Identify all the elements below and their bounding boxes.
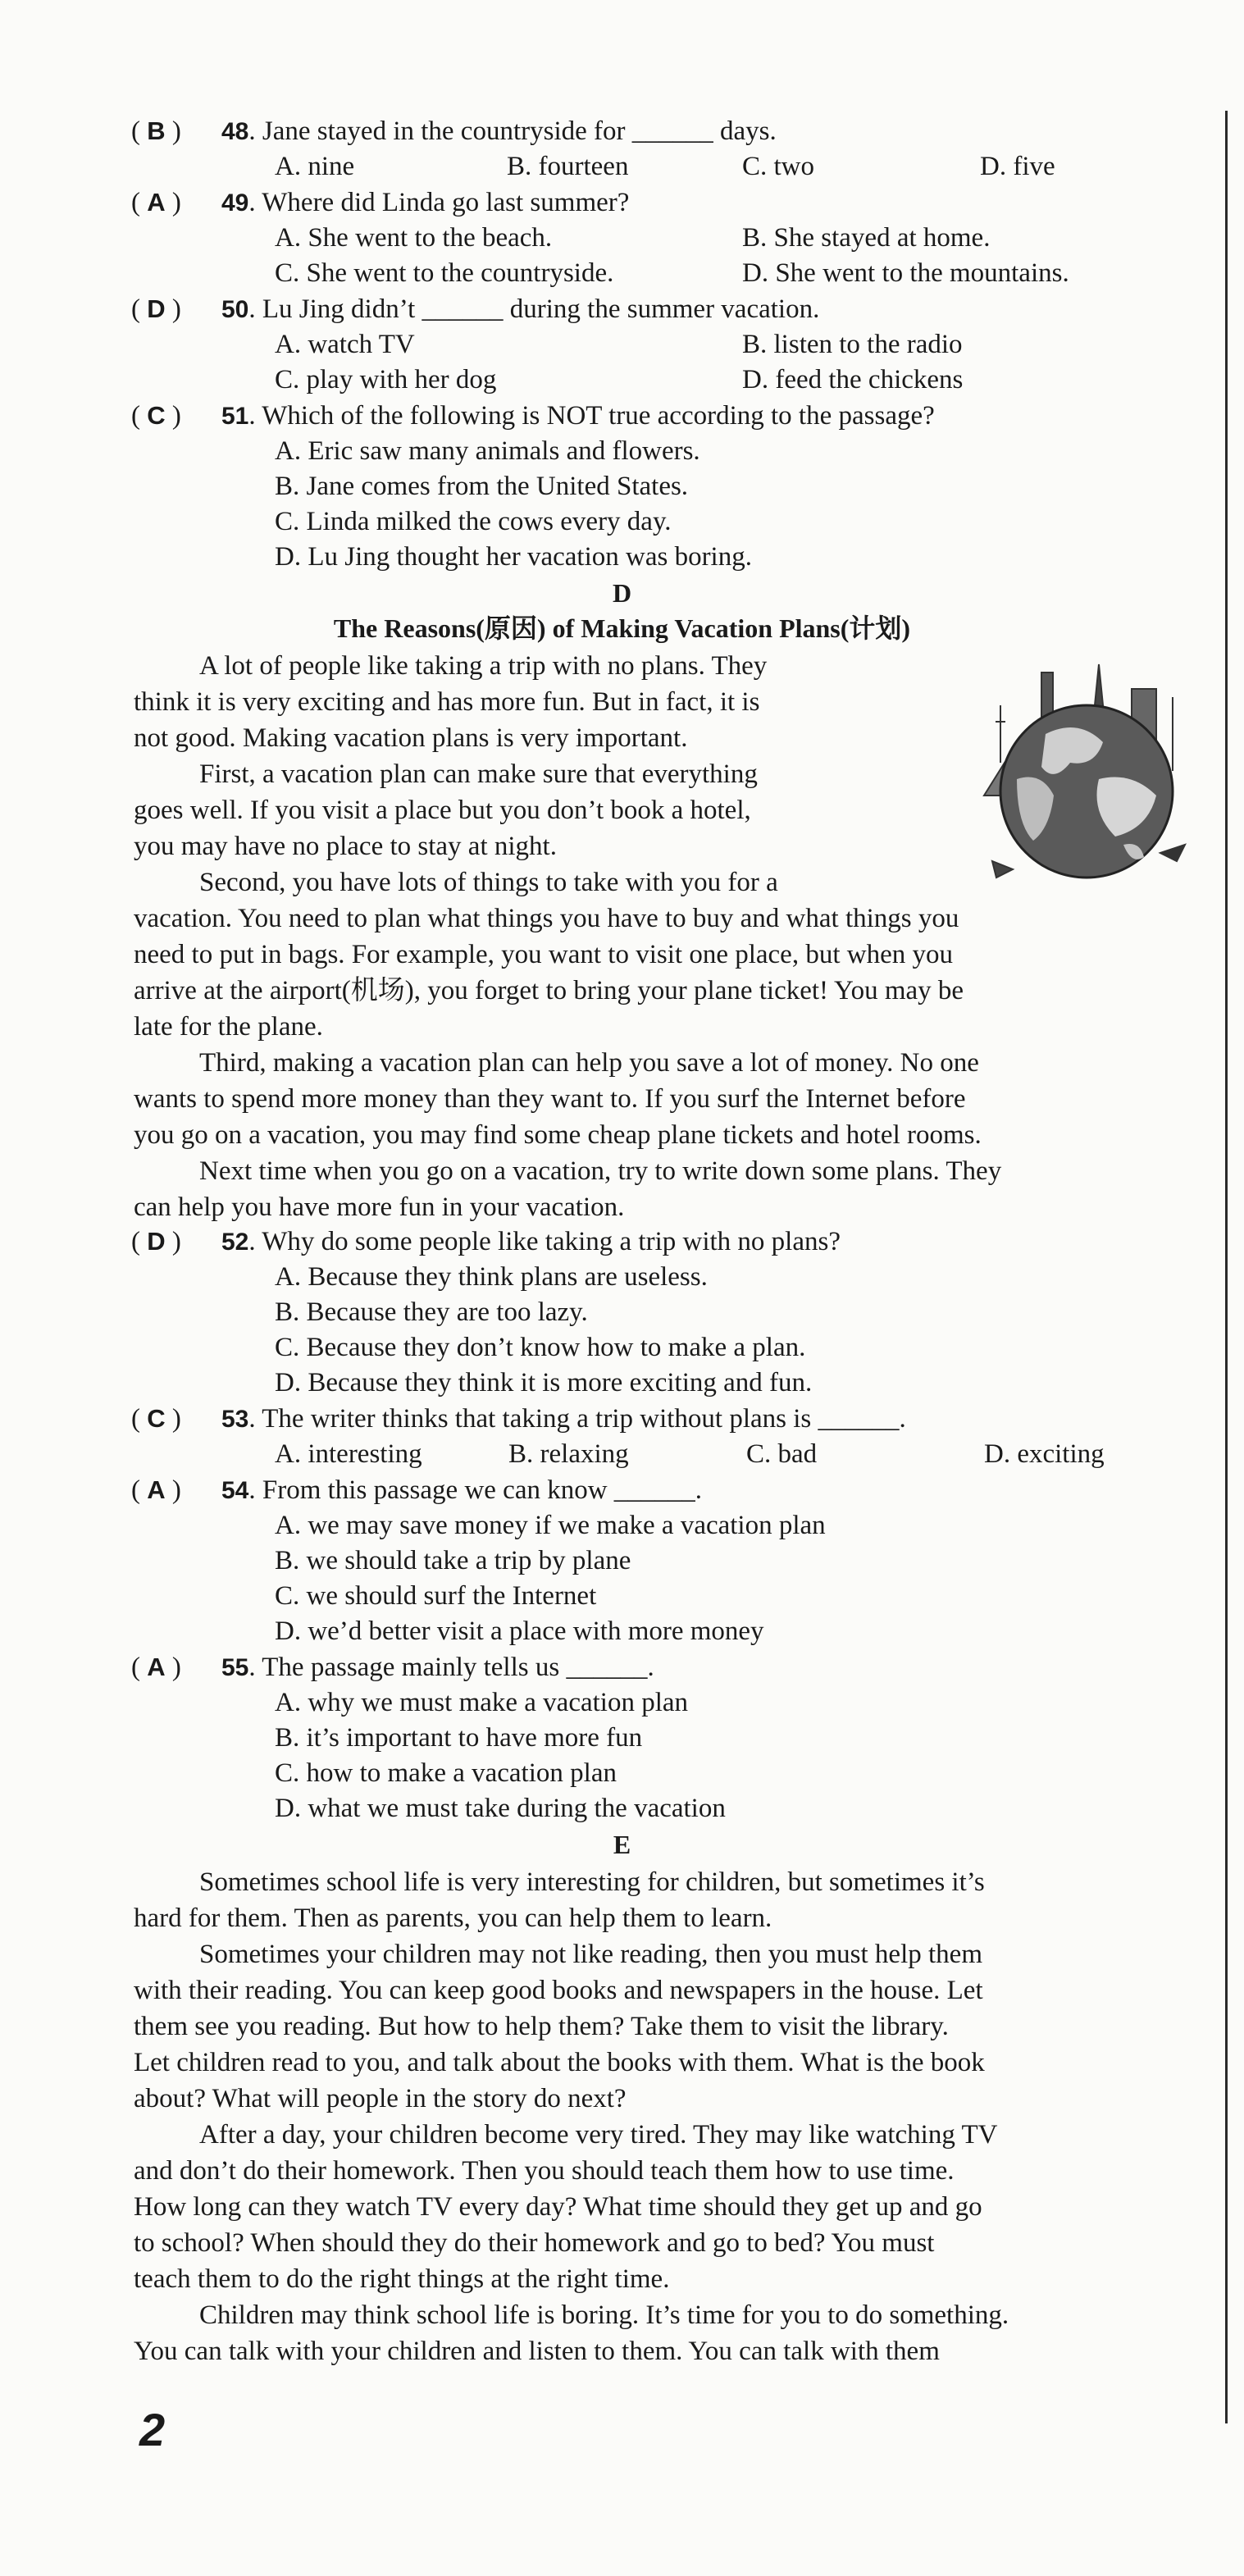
- option-54-c[interactable]: C. we should surf the Internet: [275, 1581, 597, 1611]
- option-52-b[interactable]: B. Because they are too lazy.: [275, 1297, 588, 1327]
- option-52-d[interactable]: D. Because they think it is more exciting and fun.: [275, 1368, 813, 1397]
- option-55-a[interactable]: A. why we must make a vacation plan: [275, 1688, 689, 1717]
- passage-d-title: The Reasons(原因) of Making Vacation Plans(计划): [333, 613, 911, 643]
- option-53-a[interactable]: A. interesting: [275, 1439, 422, 1469]
- answer-53: ( C ): [131, 1404, 181, 1434]
- option-53-b[interactable]: B. relaxing: [508, 1439, 629, 1469]
- option-50-c[interactable]: C. play with her dog: [275, 365, 497, 394]
- option-50-a[interactable]: A. watch TV: [275, 330, 415, 359]
- option-54-a[interactable]: A. we may save money if we make a vacation plan: [275, 1511, 826, 1540]
- option-54-b[interactable]: B. we should take a trip by plane: [275, 1546, 631, 1575]
- answer-51: ( C ): [131, 401, 181, 431]
- passage-e-paragraph-3: After a day, your children become very tired. They may like watching TV and don’t do their homework. Then you should teach them how to use time. How long can they watch TV every day? What time should they get up and go to school? When should they do their homework and go to bed? You must teach them to do the right things at the right time.: [134, 2120, 998, 2294]
- section-e-letter: E: [613, 1830, 631, 1859]
- answer-48: ( B ): [131, 116, 181, 146]
- option-52-c[interactable]: C. Because they don’t know how to make a plan.: [275, 1333, 806, 1362]
- passage-d-paragraph-3: Second, you have lots of things to take with you for a vacation. You need to plan what things you have to buy and what things you need to put in bags. For example, you want to visit one place, but when you arrive at the airport(机场), you forget to bring your plane ticket! You may be late for the plane.: [134, 868, 964, 1042]
- option-55-c[interactable]: C. how to make a vacation plan: [275, 1758, 617, 1788]
- option-55-b[interactable]: B. it’s important to have more fun: [275, 1723, 643, 1753]
- option-54-d[interactable]: D. we’d better visit a place with more money: [275, 1616, 764, 1646]
- section-d-letter: D: [612, 578, 632, 608]
- option-50-b[interactable]: B. listen to the radio: [742, 330, 963, 359]
- passage-d-paragraph-4: Third, making a vacation plan can help you save a lot of money. No one wants to spend more money than they want to. If you surf the Internet before you go on a vacation, you may find some cheap plane tickets and hotel rooms.: [134, 1048, 982, 1150]
- option-48-a[interactable]: A. nine: [275, 152, 355, 181]
- margin-rule: [1225, 111, 1228, 2423]
- option-48-d[interactable]: D. five: [980, 152, 1055, 181]
- option-48-c[interactable]: C. two: [742, 152, 815, 181]
- answer-54: ( A ): [131, 1475, 181, 1505]
- option-51-c[interactable]: C. Linda milked the cows every day.: [275, 507, 672, 536]
- passage-e-paragraph-2: Sometimes your children may not like reading, then you must help them with their reading. You can keep good books and newspapers in the house. Let them see you reading. But how to help them? Take them to visit the library. Let children read to you, and talk about the books with them. What is the book about? What will people in the story do next?: [134, 1940, 985, 2113]
- passage-e-paragraph-4: Children may think school life is boring. It’s time for you to do something. You can talk with your children and listen to them. You can talk with them: [134, 2300, 1009, 2366]
- option-49-a[interactable]: A. She went to the beach.: [275, 223, 553, 253]
- option-51-a[interactable]: A. Eric saw many animals and flowers.: [275, 436, 700, 466]
- option-52-a[interactable]: A. Because they think plans are useless.: [275, 1262, 708, 1292]
- question-50: 50. Lu Jing didn’t ______ during the summer vacation.: [221, 294, 820, 324]
- passage-e-paragraph-1: Sometimes school life is very interesting for children, but sometimes it’s hard for them. Then as parents, you can help them to learn.: [134, 1867, 985, 1933]
- option-55-d[interactable]: D. what we must take during the vacation: [275, 1794, 726, 1823]
- page-number: 2: [139, 2404, 166, 2455]
- option-49-c[interactable]: C. She went to the countryside.: [275, 258, 614, 288]
- option-48-b[interactable]: B. fourteen: [507, 152, 629, 181]
- question-49: 49. Where did Linda go last summer?: [221, 188, 630, 217]
- question-55: 55. The passage mainly tells us ______.: [221, 1653, 654, 1682]
- option-49-d[interactable]: D. She went to the mountains.: [742, 258, 1069, 288]
- answer-55: ( A ): [131, 1653, 181, 1682]
- option-50-d[interactable]: D. feed the chickens: [742, 365, 964, 394]
- passage-d-paragraph-2: First, a vacation plan can make sure that everything goes well. If you visit a place but you don’t book a hotel, you may have no place to stay at night.: [134, 759, 758, 861]
- question-53: 53. The writer thinks that taking a trip without plans is ______.: [221, 1404, 906, 1434]
- answer-49: ( A ): [131, 188, 181, 217]
- option-49-b[interactable]: B. She stayed at home.: [742, 223, 991, 253]
- passage-d-paragraph-5: Next time when you go on a vacation, try to write down some plans. They can help you have more fun in your vacation.: [134, 1156, 1002, 1222]
- question-51: 51. Which of the following is NOT true according to the passage?: [221, 401, 935, 431]
- answer-50: ( D ): [131, 294, 181, 324]
- answer-52: ( D ): [131, 1227, 181, 1256]
- option-51-d[interactable]: D. Lu Jing thought her vacation was boring.: [275, 542, 752, 572]
- option-53-c[interactable]: C. bad: [746, 1439, 818, 1469]
- option-51-b[interactable]: B. Jane comes from the United States.: [275, 472, 689, 501]
- question-54: 54. From this passage we can know ______.: [221, 1475, 703, 1505]
- passage-d-paragraph-1: A lot of people like taking a trip with no plans. They think it is very exciting and has more fun. But in fact, it is not good. Making vacation plans is very important.: [134, 651, 768, 753]
- option-53-d[interactable]: D. exciting: [984, 1439, 1105, 1469]
- question-52: 52. Why do some people like taking a trip with no plans?: [221, 1227, 841, 1256]
- question-48: 48. Jane stayed in the countryside for ______ days.: [221, 116, 777, 146]
